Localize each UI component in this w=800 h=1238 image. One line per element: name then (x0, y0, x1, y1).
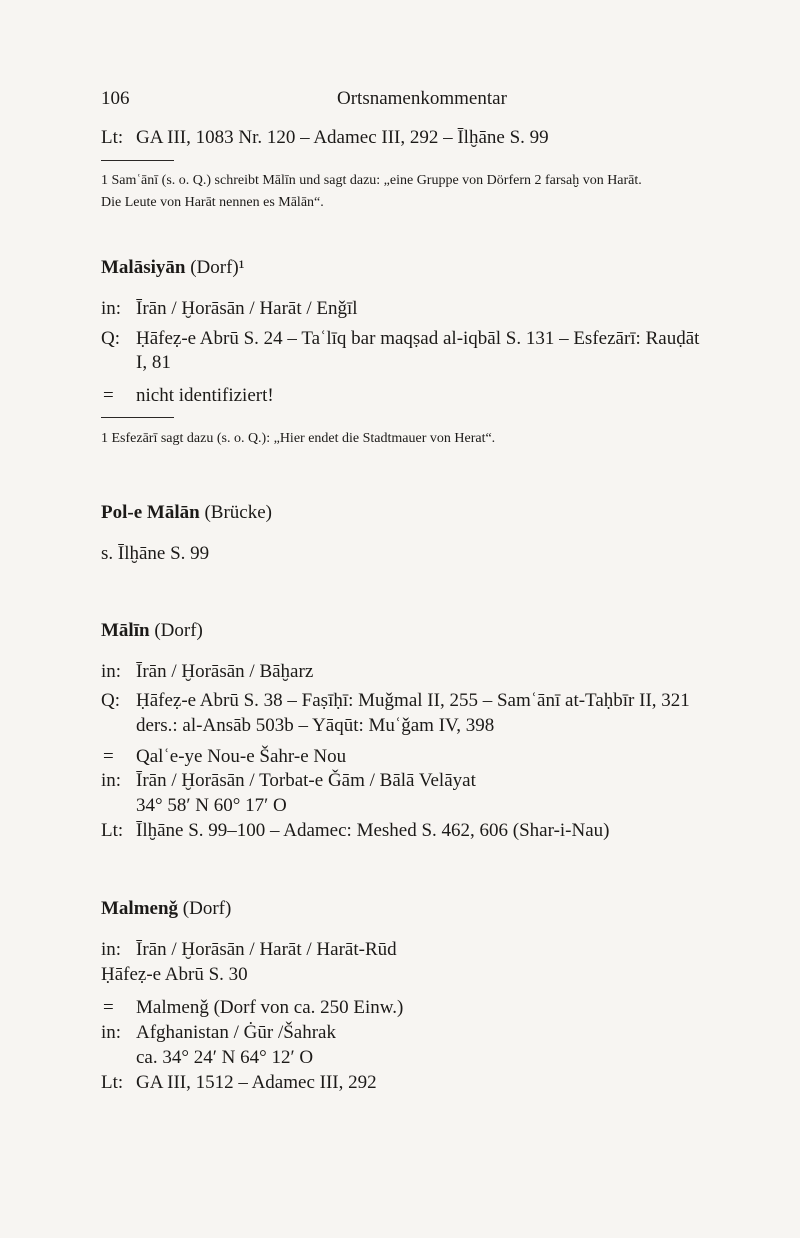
q-continuation: I, 81 (136, 352, 171, 373)
coordinates: 34° 58′ N 60° 17′ O (136, 795, 287, 816)
q-continuation: ders.: al-Ansāb 503b – Yāqūt: Muʿǧam IV, 398 (136, 715, 495, 736)
entry-qualifier: (Dorf) (154, 620, 203, 641)
in-label: in: (101, 1022, 122, 1043)
coordinates: ca. 34° 24′ N 64° 12′ O (136, 1047, 314, 1068)
in-text: Īrān / Ḫorāsān / Harāt / Harāt-Rūd (136, 939, 397, 960)
page-number: 106 (101, 88, 130, 109)
entry-title (101, 620, 203, 642)
entry-title (101, 502, 272, 524)
q-label: Q: (101, 328, 120, 349)
in-label: in: (101, 298, 122, 319)
entry-name: Malmenǧ (101, 898, 179, 919)
entry-name: Pol-e Mālān (101, 502, 200, 523)
lt-label: Lt: (101, 127, 124, 148)
entry-qualifier: (Dorf)¹ (190, 257, 245, 278)
in-label: in: (101, 661, 122, 682)
eq-label: = (103, 385, 114, 406)
in-label: in: (101, 770, 122, 791)
cross-reference: s. Īlḫāne S. 99 (101, 543, 210, 564)
entry-title (101, 898, 231, 920)
footnote-divider (101, 160, 174, 161)
entry-qualifier: (Brücke) (204, 502, 272, 523)
eq-label: = (103, 746, 114, 767)
lt-label: Lt: (101, 820, 124, 841)
in-text: Afghanistan / Ġūr /Šahrak (136, 1022, 336, 1043)
lt-text: Īlḫāne S. 99–100 – Adamec: Meshed S. 462, 606 (Shar-i-Nau) (136, 820, 610, 841)
footnote-line: 1 Esfezārī sagt dazu (s. o. Q.): „Hier endet die Stadtmauer von Herat“. (101, 431, 496, 446)
lt-text: GA III, 1512 – Adamec III, 292 (136, 1072, 377, 1093)
footnote-line: Die Leute von Harāt nennen es Mālān“. (101, 195, 324, 210)
in-text: Īrān / Ḫorāsān / Bāḫarz (136, 661, 314, 682)
entry-name: Mālīn (101, 620, 150, 641)
eq-label: = (103, 997, 114, 1018)
source-line: Ḥāfeẓ-e Abrū S. 30 (101, 964, 248, 985)
running-head: Ortsnamenkommentar (337, 88, 507, 109)
footnote-line: 1 Samʿānī (s. o. Q.) schreibt Mālīn und sagt dazu: „eine Gruppe von Dörfern 2 farsaḫ von Harāt. (101, 173, 642, 188)
q-text: Ḥāfeẓ-e Abrū S. 38 – Faṣīḥī: Muǧmal II, 255 – Samʿānī at-Taḥbīr II, 321 (136, 690, 690, 711)
lt-text: GA III, 1083 Nr. 120 – Adamec III, 292 – Īlḫāne S. 99 (136, 127, 549, 148)
eq-text: nicht identifiziert! (136, 385, 274, 406)
in-label: in: (101, 939, 122, 960)
q-label: Q: (101, 690, 120, 711)
q-text: Ḥāfeẓ-e Abrū S. 24 – Taʿlīq bar maqṣad al-iqbāl S. 131 – Esfezārī: Rauḍāt (136, 328, 700, 349)
entry-title (101, 257, 244, 279)
in-text: Īrān / Ḫorāsān / Torbat-e Ǧām / Bālā Velāyat (136, 770, 476, 791)
eq-text: Qalʿe-ye Nou-e Šahr-e Nou (136, 746, 347, 767)
in-text: Īrān / Ḫorāsān / Harāt / Enǧīl (136, 298, 358, 319)
footnote-divider (101, 417, 174, 418)
eq-text: Malmenǧ (Dorf von ca. 250 Einw.) (136, 997, 404, 1018)
lt-label: Lt: (101, 1072, 124, 1093)
entry-qualifier: (Dorf) (182, 898, 232, 919)
entry-name: Malāsiyān (101, 257, 186, 278)
